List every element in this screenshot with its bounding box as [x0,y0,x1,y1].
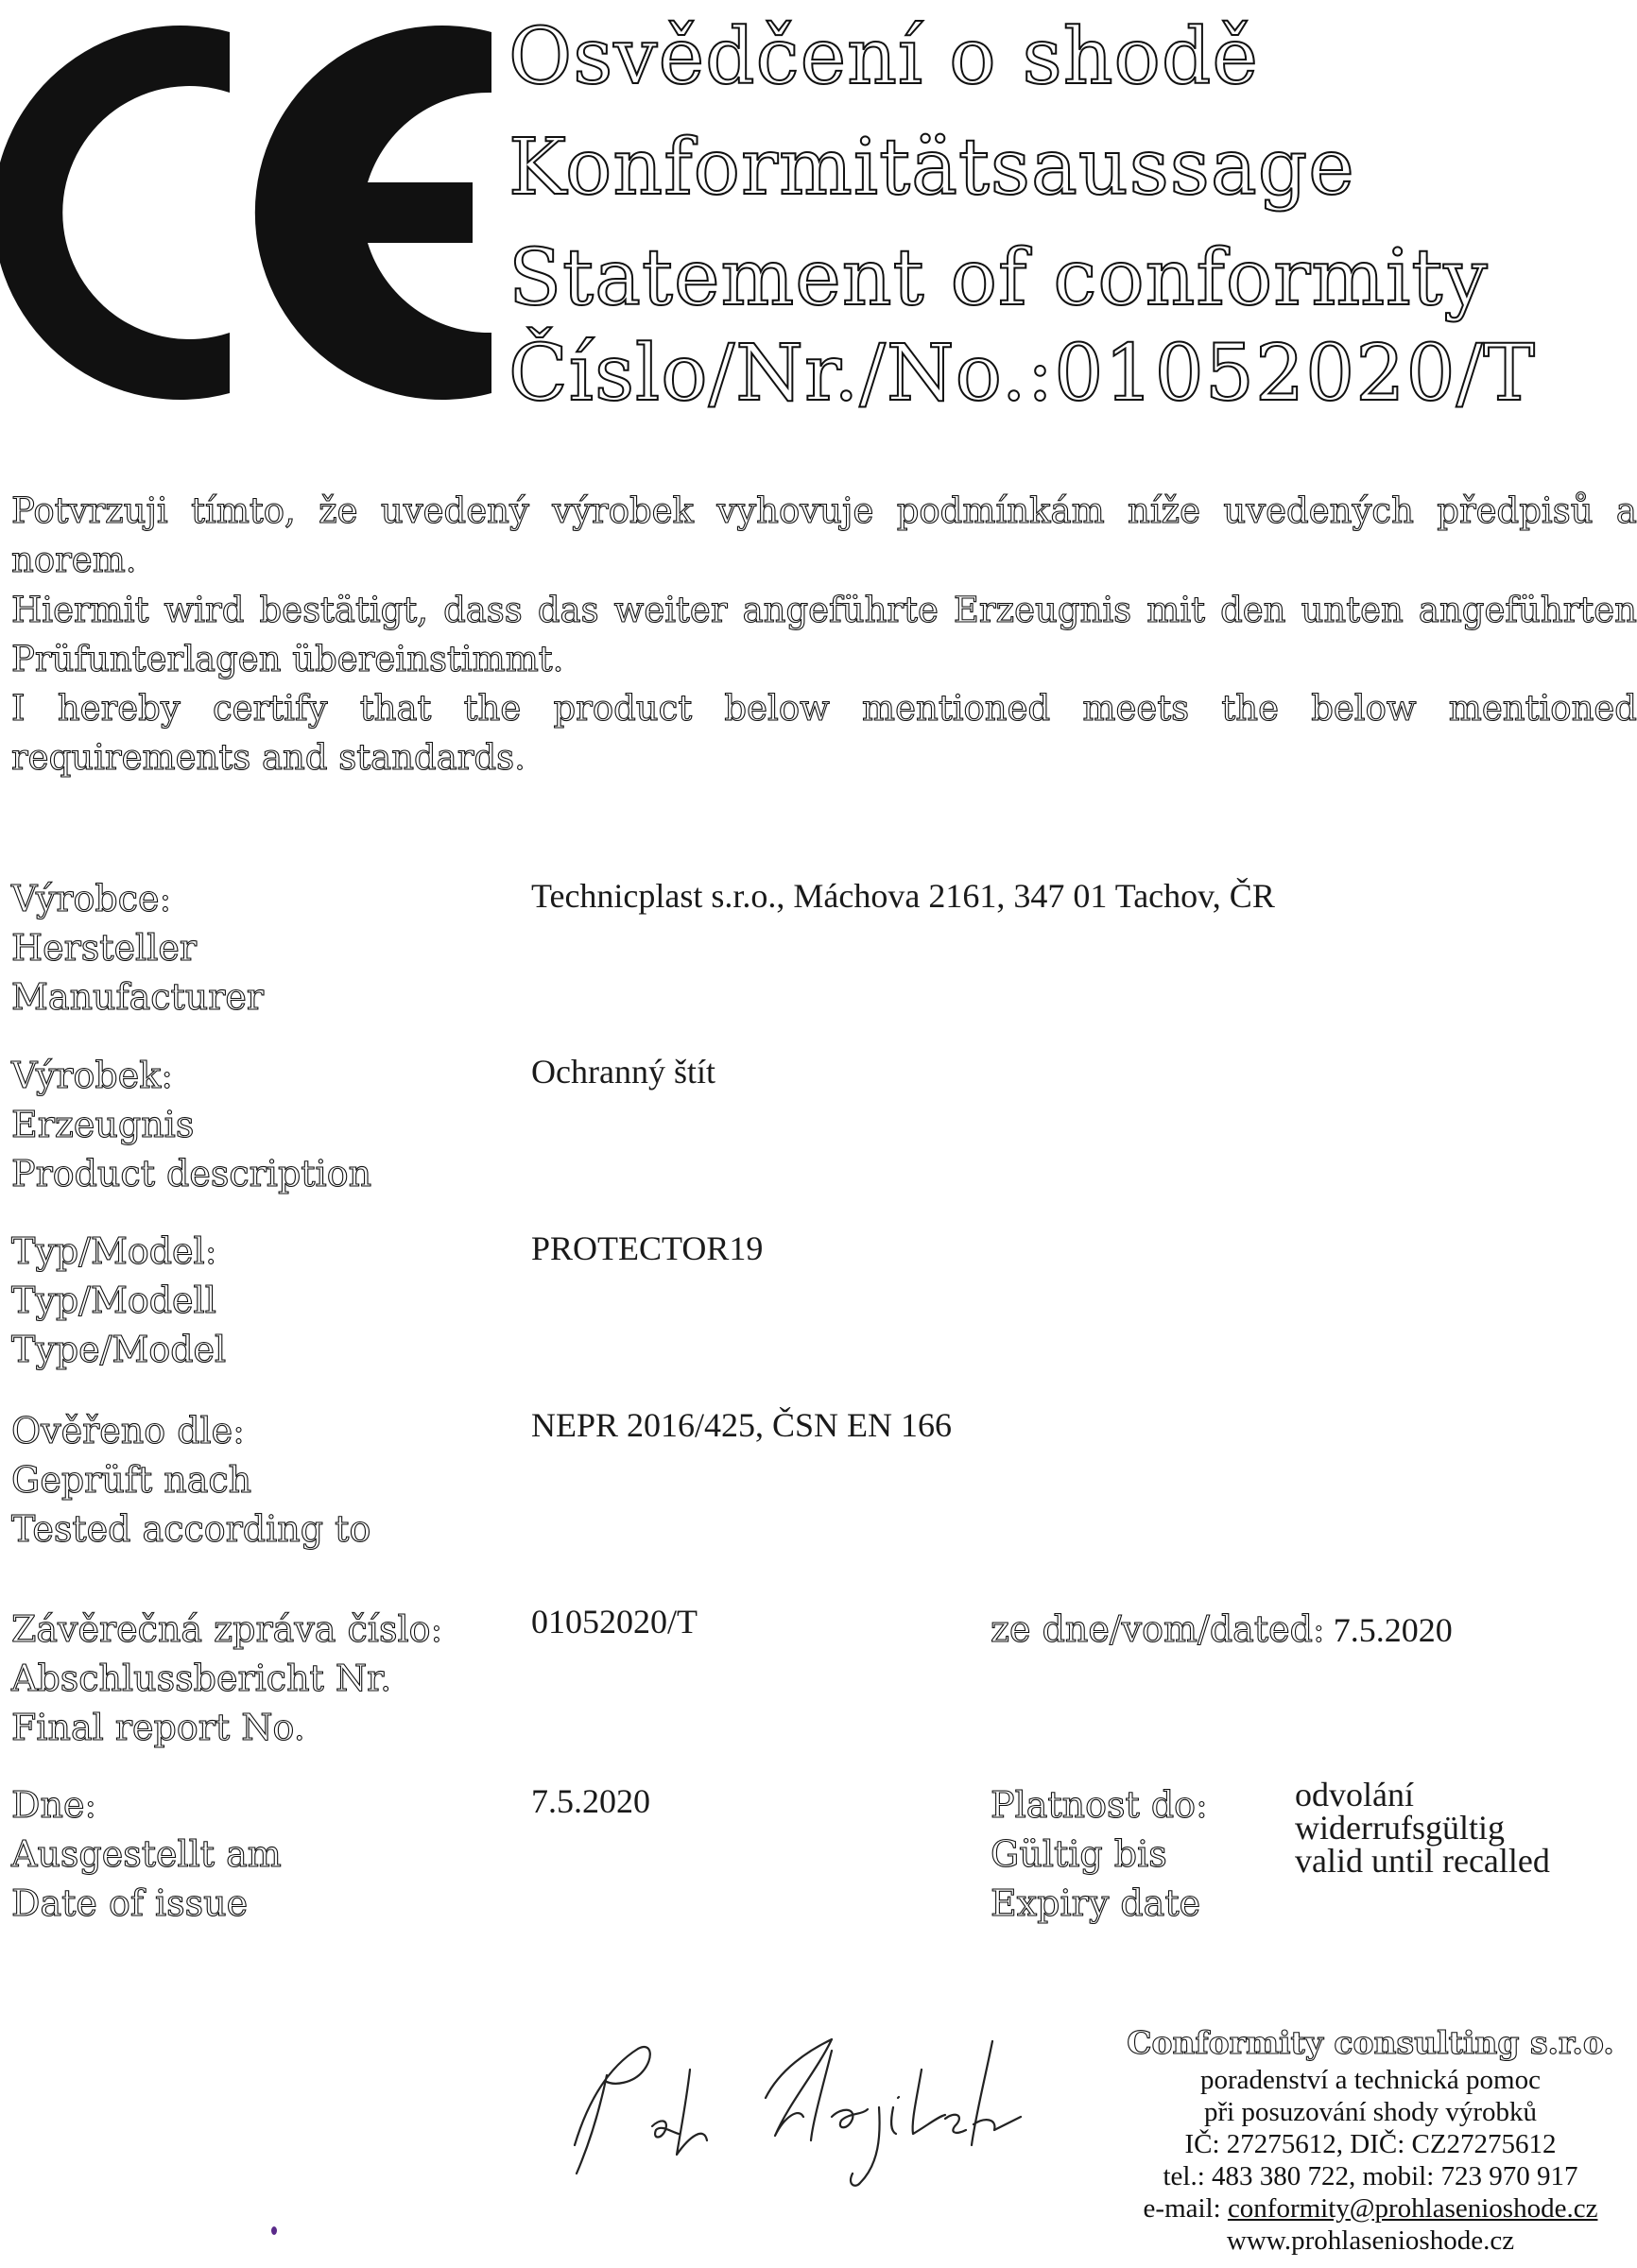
stamp-website[interactable]: www.prohlasenioshode.cz [1226,2225,1515,2256]
stamp-line-1: poradenství a technická pomoc [1200,2065,1541,2095]
stamp-email-link[interactable]: conformity@prohlasenioshode.cz [1227,2193,1598,2224]
issue-value: 7.5.2020 [531,1782,650,1820]
certificate-number: Číslo/Nr./No.:01052020/T [508,329,1536,419]
validity-value-de: widerrufsgültig [1295,1809,1505,1847]
title-cz: Osvědčení o shodě [508,12,1259,102]
intro-cz: Potvrzuji tímto, že uvedený výrobek vyhovuje podmínkám níže uvedených předpisů a norem. [11,490,1637,580]
validity-label-en: Expiry date [991,1882,1201,1924]
ink-dot [271,2226,277,2235]
tested-label-en: Tested according to [11,1508,371,1550]
stamp-email-prefix: e-mail: [1143,2193,1221,2224]
tested-label-cz: Ověřeno dle: [11,1410,245,1452]
report-label-de: Abschlussbericht Nr. [11,1658,392,1699]
manufacturer-value: Technicplast s.r.o., Máchova 2161, 347 01 Tachov, ČR [531,877,1275,915]
model-label-de: Typ/Modell [11,1280,216,1321]
tested-label-de: Geprüft nach [11,1459,252,1501]
tested-labels [11,1406,370,1554]
ce-mark-icon [0,0,491,416]
validity-label-de: Gültig bis [991,1833,1167,1875]
manufacturer-label-de: Hersteller [11,927,198,969]
stamp-email-line [1115,2192,1626,2225]
manufacturer-labels [11,874,264,1022]
product-labels [11,1051,371,1198]
intro-en: I hereby certify that the product below mentioned meets the below mentioned requirements and standards. [11,688,1637,778]
manufacturer-label-en: Manufacturer [11,976,265,1018]
issue-label-de: Ausgestellt am [11,1833,282,1875]
report-label-cz: Závěrečná zpráva číslo: [11,1608,443,1650]
model-value: PROTECTOR19 [531,1229,764,1267]
stamp-company-name: Conformity consulting s.r.o. [1127,2024,1614,2061]
model-label-cz: Typ/Model: [11,1230,217,1272]
report-dated-label: ze dne/vom/dated: [991,1608,1325,1650]
issue-labels [11,1780,282,1928]
report-value: 01052020/T [531,1603,698,1641]
model-labels [11,1227,226,1374]
tested-value: NEPR 2016/425, ČSN EN 166 [531,1406,953,1444]
report-dated-value: 7.5.2020 [1333,1611,1453,1649]
company-stamp [1115,2022,1626,2257]
model-label-en: Type/Model [11,1329,227,1370]
issue-label-cz: Dne: [11,1784,97,1826]
report-labels [11,1605,442,1752]
handwritten-signature [548,2013,1059,2202]
product-label-cz: Výrobek: [11,1055,174,1096]
report-label-en: Final report No. [11,1707,305,1748]
product-label-en: Product description [11,1153,372,1194]
issue-label-en: Date of issue [11,1882,249,1924]
product-label-de: Erzeugnis [11,1104,195,1145]
product-value: Ochranný štít [531,1053,715,1091]
manufacturer-label-cz: Výrobce: [11,878,172,919]
title-en: Statement of conformity [508,233,1489,323]
intro-de: Hiermit wird bestätigt, dass das weiter angeführte Erzeugnis mit den unten angeführten Prüfunterlagen übereinstimmt. [11,590,1637,679]
title-de: Konformitätsaussage [508,123,1355,213]
stamp-ids: IČ: 27275612, DIČ: CZ27275612 [1184,2129,1557,2159]
stamp-phones: tel.: 483 380 722, mobil: 723 970 917 [1163,2161,1578,2191]
validity-labels [991,1780,1208,1928]
ce-letter-e [255,26,491,400]
validity-value-en: valid until recalled [1295,1842,1550,1880]
validity-label-cz: Platnost do: [991,1784,1208,1826]
stamp-line-2: při posuzování shody výrobků [1204,2097,1537,2127]
report-dated [991,1605,1453,1655]
ce-letter-c [0,26,230,400]
validity-value-cz: odvolání [1295,1776,1414,1813]
validity-values [1295,1778,1550,1878]
